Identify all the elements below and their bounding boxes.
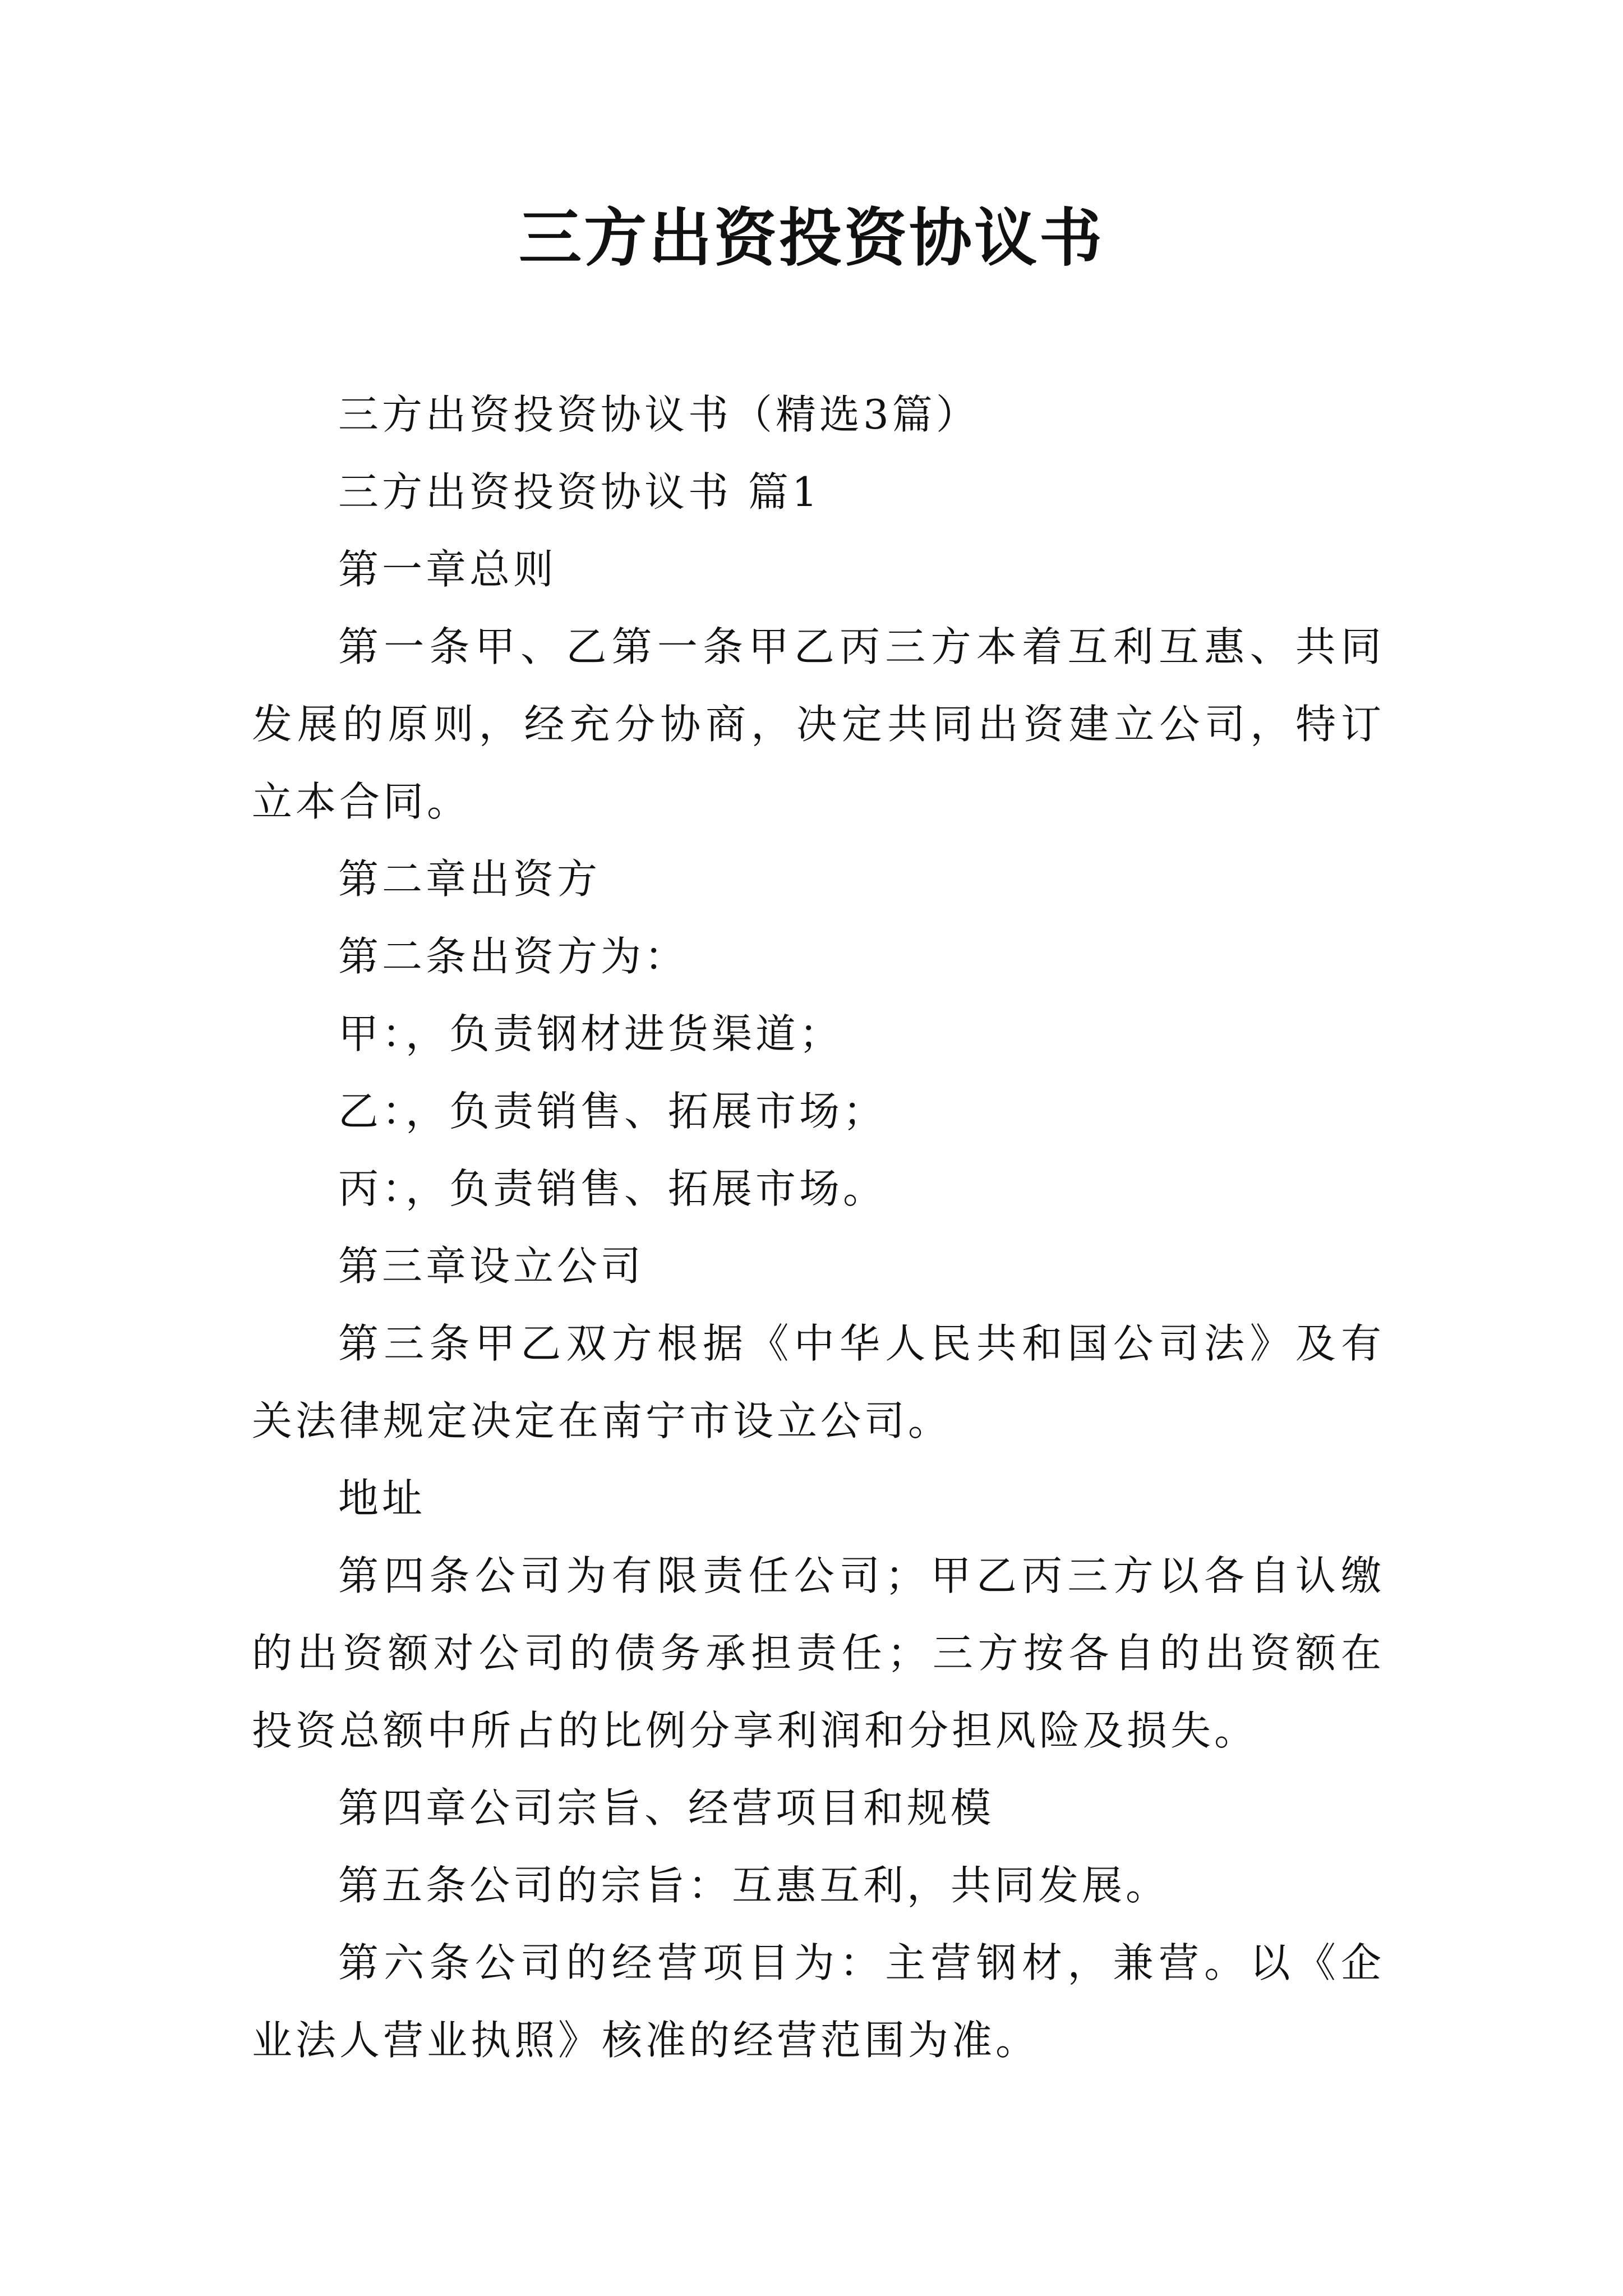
article-paragraph: 第六条公司的经营项目为：主营钢材，兼营。以《企业法人营业执照》核准的经营范围为准。 (252, 1939, 1385, 2064)
paragraph-part-heading: 三方出资投资协议书 篇1 (338, 468, 821, 516)
party-line: 甲：，负责钢材进货渠道； (338, 1010, 843, 1057)
chapter-heading: 第四章公司宗旨、经营项目和规模 (338, 1784, 995, 1832)
chapter-heading: 第二章出资方 (338, 855, 601, 903)
document-body (252, 376, 1385, 2079)
chapter-heading: 第一章总则 (338, 546, 557, 593)
paragraph-subtitle: 三方出资投资协议书（精选3篇） (338, 391, 980, 438)
document-title: 三方出资投资协议书 (519, 201, 1104, 275)
party-line: 乙：，负责销售、拓展市场； (338, 1088, 887, 1135)
party-line: 丙：，负责销售、拓展市场。 (338, 1165, 887, 1212)
article-paragraph: 第四条公司为有限责任公司；甲乙丙三方以各自认缴的出资额对公司的债务承担责任；三方按各自的出资额在投资总额中所占的比例分享利润和分担风险及损失。 (252, 1552, 1385, 1754)
article-paragraph: 第一条甲、乙第一条甲乙丙三方本着互利互惠、共同发展的原则，经充分协商，决定共同出资建立公司，特订立本合同。 (252, 623, 1385, 825)
article-paragraph: 第二条出资方为： (338, 933, 689, 980)
address-line: 地址 (338, 1475, 426, 1522)
article-paragraph: 第三条甲乙双方根据《中华人民共和国公司法》及有关法律规定决定在南宁市设立公司。 (252, 1320, 1385, 1444)
chapter-heading: 第三章设立公司 (338, 1243, 645, 1290)
article-paragraph: 第五条公司的宗旨：互惠互利，共同发展。 (338, 1862, 1170, 1909)
